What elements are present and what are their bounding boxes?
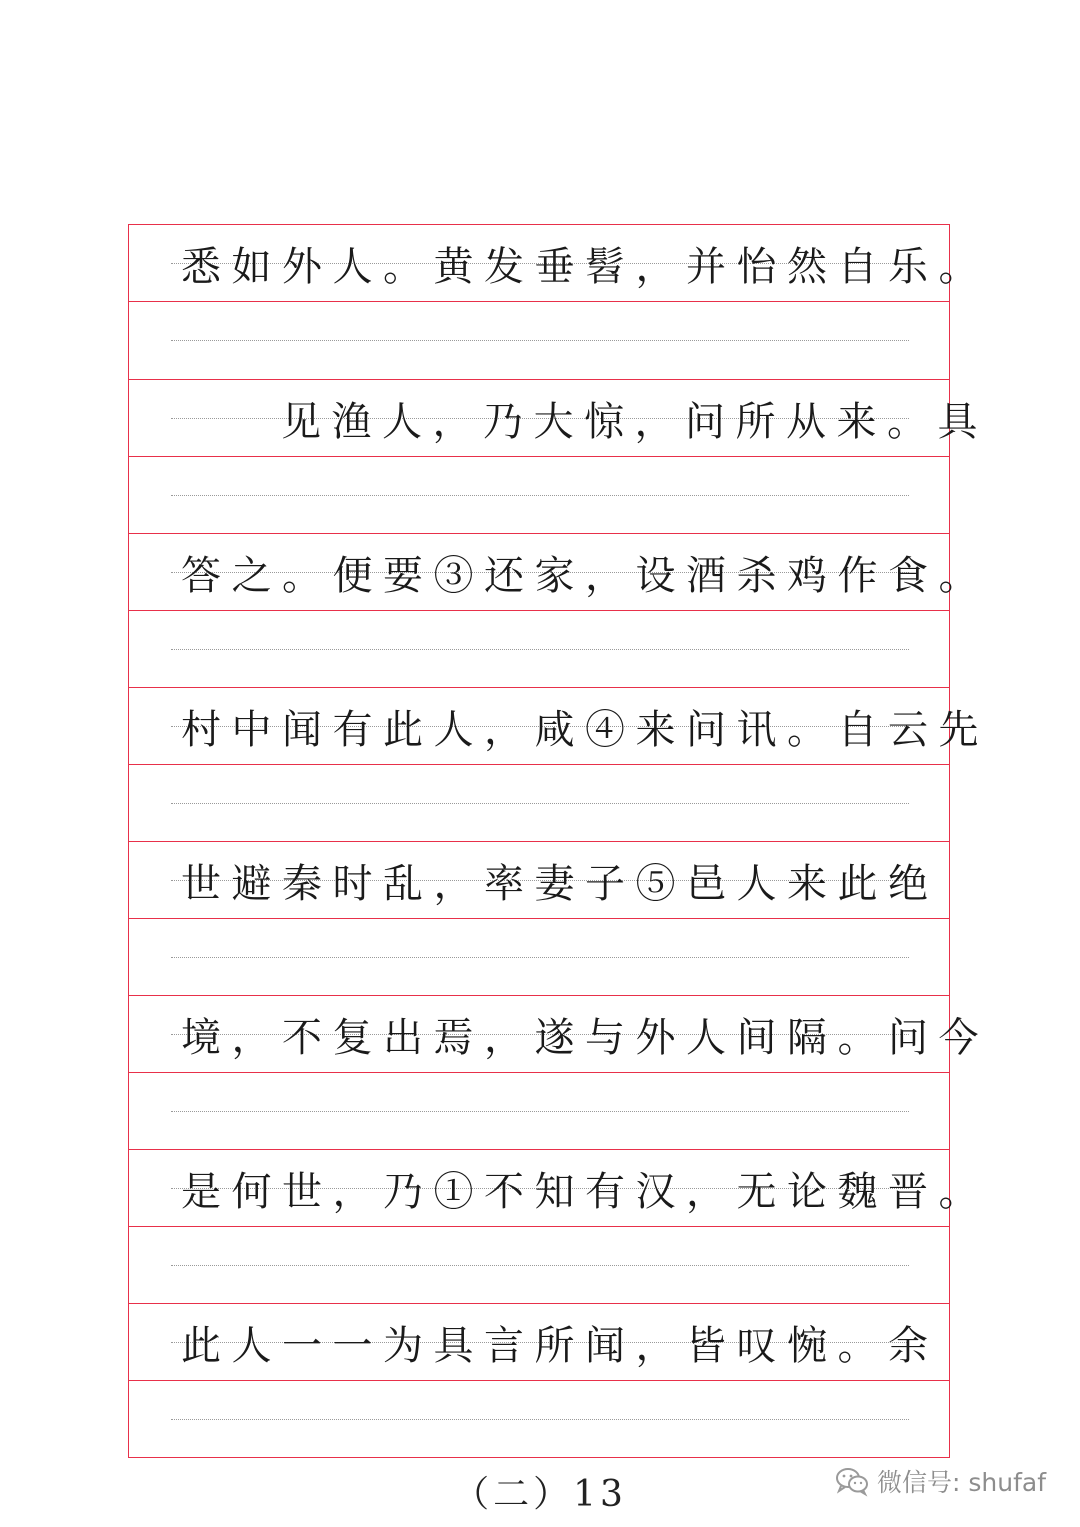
blank-guide-line [171, 957, 909, 958]
row-divider [129, 610, 949, 611]
text-line: 境，不复出焉，遂与外人间隔。问今 [181, 1015, 989, 1061]
text-line: 悉如外人。黄发垂髫，并怡然自乐。 [181, 244, 989, 290]
watermark-text: 微信号: shufaf [876, 1468, 1046, 1497]
blank-guide-line [171, 1111, 909, 1112]
blank-guide-line [171, 803, 909, 804]
writing-row [129, 533, 989, 687]
blank-guide-line [171, 1419, 909, 1420]
text-line: 见渔人，乃大惊，问所从来。具 [281, 399, 988, 445]
wechat-icon [835, 1466, 869, 1496]
row-divider [129, 764, 949, 765]
watermark [835, 1464, 1046, 1498]
writing-row [129, 995, 989, 1149]
writing-row [129, 841, 949, 995]
row-divider [129, 1226, 949, 1227]
writing-row [129, 379, 988, 533]
text-line: 是何世，乃①不知有汉，无论魏晋。 [181, 1169, 989, 1215]
row-divider [129, 1072, 949, 1073]
row-divider [129, 1380, 949, 1381]
writing-row [129, 225, 989, 379]
blank-guide-line [171, 495, 909, 496]
writing-row [129, 1149, 989, 1303]
text-line: 答之。便要③还家，设酒杀鸡作食。 [181, 553, 989, 599]
blank-guide-line [171, 340, 909, 341]
row-divider [129, 918, 949, 919]
blank-guide-line [171, 1265, 909, 1266]
copybook-sheet [128, 224, 989, 1458]
row-divider [129, 456, 949, 457]
writing-row [129, 1303, 949, 1457]
writing-row [129, 687, 989, 841]
text-line: 世避秦时乱，率妻子⑤邑人来此绝 [181, 861, 939, 907]
page-number: （二）13 [453, 1474, 627, 1515]
text-line: 村中闻有此人，咸④来问讯。自云先 [181, 707, 989, 753]
text-line: 此人一一为具言所闻，皆叹惋。余 [181, 1323, 939, 1369]
blank-guide-line [171, 649, 909, 650]
row-divider [129, 301, 949, 302]
